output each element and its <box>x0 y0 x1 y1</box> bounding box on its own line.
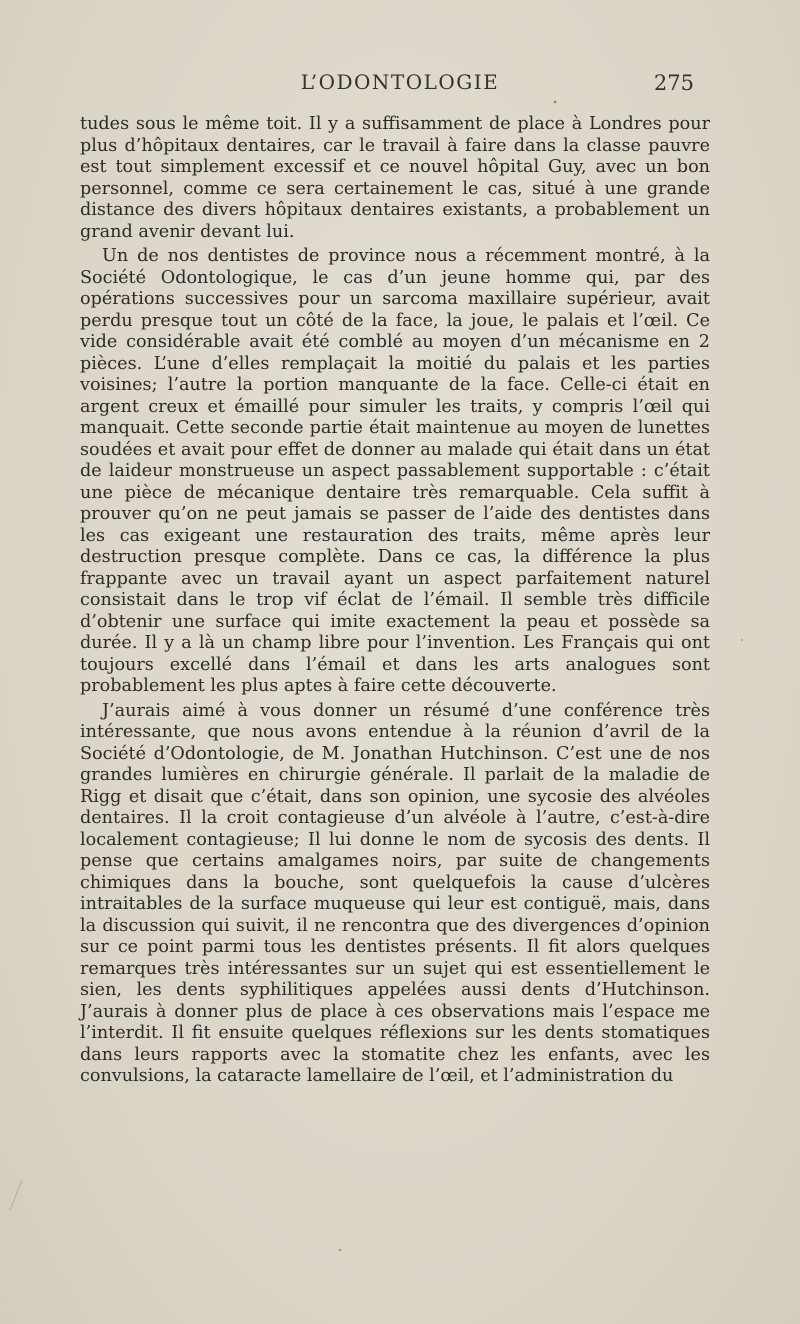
running-title: L’ODONTOLOGIE <box>300 70 500 94</box>
paragraph-1: tudes sous le même toit. Il y a suffisamment de place à Londres pour plus d’hôpitaux dentaires, car le travail à faire dans la classe pauvre est tout simplement excessif et ce nouvel hôpital Guy, avec un bon personnel, comme ce sera certainement le cas, situé à une grande distance des divers hôpitaux dentaires existants, a probablement un grand avenir devant lui. <box>80 114 710 242</box>
paragraph-3: J’aurais aimé à vous donner un résumé d’une conférence très intéressante, que nous avons entendue à la réunion d’avril de la Société d’Odontologie, de M. Jonathan Hutchinson. C’est une de nos grandes lumières en chirurgie générale. Il parlait de la maladie de Rigg et disait que c’était, dans son opinion, une sycosie des alvéoles dentaires. Il la croit contagieuse d’un alvéole à l’autre, c’est-à-dire localement contagieuse; Il lui donne le nom de sycosis des dents. Il pense que certains amalgames noirs, par suite de changements chimiques dans la bouche, sont quelquefois la cause d’ulcères intraitables de la surface muqueuse qui leur est contiguë, mais, dans la discussion qui suivit, il ne rencontra que des divergences d’opinion sur ce point parmi tous les dentistes présents. Il fit alors quelques remarques très intéressantes sur un sujet qui est essentiellement le sien, les dents syphilitiques appelées aussi dents d’Hutchinson. J’aurais à donner plus de place à ces observations mais l’espace me l’interdit. Il fit ensuite quelques réflexions sur les dents stomatiques dans leurs rapports avec la stomatite chez les enfants, avec les convulsions, la cataracte lamellaire de l’œil, et l’administration du <box>80 700 710 1086</box>
paragraph-2: Un de nos dentistes de province nous a récemment montré, à la Société Odontologique, le cas d’un jeune homme qui, par des opérations successives pour un sarcoma maxillaire supérieur, avait perdu presque tout un côté de la face, la joue, le palais et l’œil. Ce vide considérable avait été comblé au moyen d’un mécanisme en 2 pièces. L’une d’elles remplaçait la moitié du palais et les parties voisines; l’autre la portion manquante de la face. Celle-ci était en argent creux et émaillé pour simuler les traits, y compris l’œil qui manquait. Cette seconde partie était maintenue au moyen de lunettes soudées et avait pour effet de donner au malade qui était dans un état de laideur monstrueuse un aspect passablement supportable : c’était une pièce de mécanique dentaire très remarquable. Cela suffit à prouver qu’on ne peut jamais se passer de l’aide des dentistes dans les cas exigeant une restauration des traits, même après leur destruction presque complète. Dans ce cas, la différence la plus frappante avec un travail ayant un aspect parfaitement naturel consistait dans le trop vif éclat de l’émail. Il semble très difficile d’obtenir une surface qui imite exactement la peau et possède sa durée. Il y a là un champ libre pour l’invention. Les Français qui ont toujours excellé dans l’émail et dans les arts analogues sont probablement les plus aptes à faire cette découverte. <box>80 246 710 696</box>
page-header <box>80 70 720 104</box>
body-text <box>80 114 710 1091</box>
page-number: 275 <box>653 71 694 95</box>
